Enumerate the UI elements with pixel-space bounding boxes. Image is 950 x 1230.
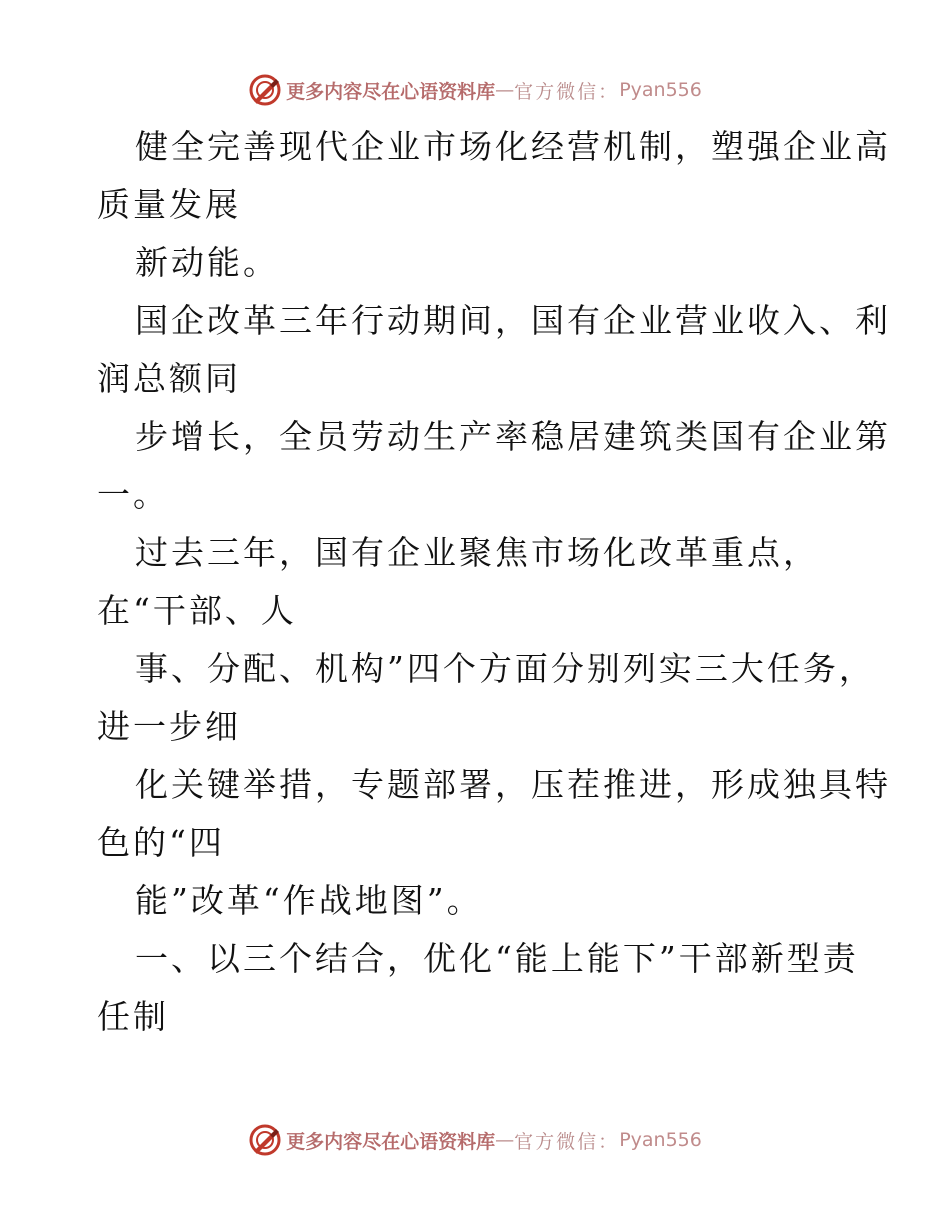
pen-logo-icon (248, 73, 282, 107)
banner-wechat-label: 官方微信： (514, 1130, 620, 1153)
banner-separator: — (495, 1129, 515, 1151)
banner-wechat-id: Pyan556 (619, 79, 702, 101)
text-line: 色的“四 (97, 823, 225, 862)
text-line: 过去三年，国有企业聚焦市场化改革重点， (135, 533, 819, 572)
text-line: 一、以三个结合，优化“能上能下”干部新型责 (135, 939, 859, 978)
text-line: 质量发展 (97, 185, 241, 224)
banner-wechat-label: 官方微信： (514, 80, 620, 103)
pen-logo-icon (248, 1123, 282, 1157)
text-line: 任制 (97, 997, 169, 1036)
text-line: 能”改革“作战地图”。 (135, 881, 483, 920)
text-line: 国企改革三年行动期间，国有企业营业收入、利 (135, 301, 891, 340)
header-banner (0, 70, 950, 110)
banner-site-name: 更多内容尽在心语资料库 (286, 1130, 496, 1153)
text-line: 在“干部、人 (97, 591, 297, 630)
text-line: 新动能。 (135, 243, 279, 282)
document-body (97, 118, 891, 1046)
footer-banner (0, 1120, 950, 1160)
text-line: 步增长，全员劳动生产率稳居建筑类国有企业第 (135, 417, 891, 456)
text-line: 事、分配、机构”四个方面分别列实三大任务， (135, 649, 875, 688)
text-line: 润总额同 (97, 359, 241, 398)
banner-separator: — (495, 79, 515, 101)
text-line: 化关键举措，专题部署，压茬推进，形成独具特 (135, 765, 891, 804)
text-line: 进一步细 (97, 707, 241, 746)
text-line: 一。 (97, 475, 169, 514)
banner-wechat-id: Pyan556 (619, 1129, 702, 1151)
banner-site-name: 更多内容尽在心语资料库 (286, 80, 496, 103)
text-line: 健全完善现代企业市场化经营机制，塑强企业高 (135, 127, 891, 166)
